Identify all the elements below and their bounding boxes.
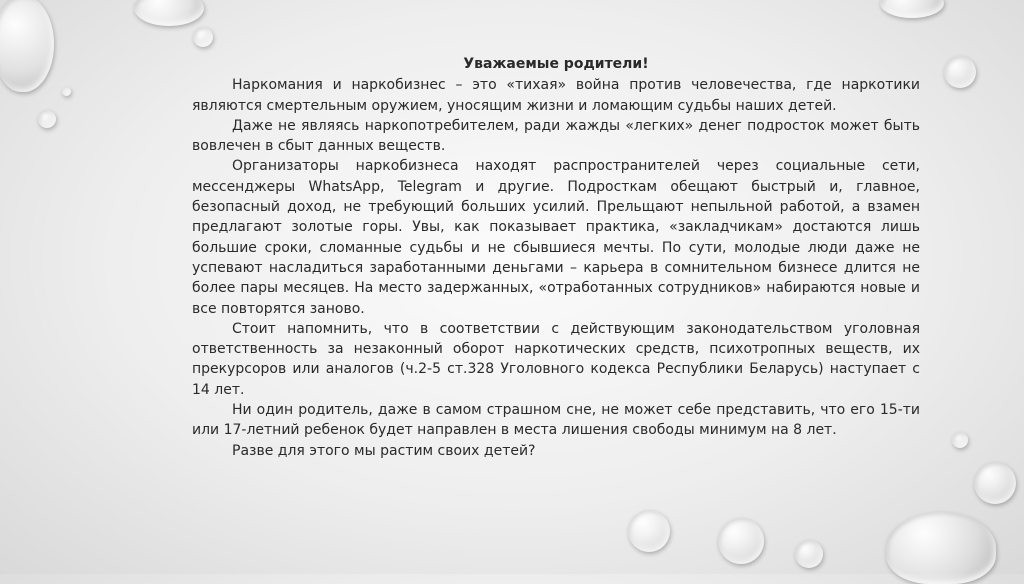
water-drop-decoration [952, 432, 968, 448]
water-drop-decoration [880, 0, 944, 18]
paragraph: Разве для этого мы растим своих детей? [232, 442, 536, 459]
water-drop-decoration [944, 56, 976, 88]
water-drop-decoration [718, 518, 764, 564]
water-drop-decoration [134, 0, 204, 26]
water-drop-decoration [628, 510, 670, 552]
paragraph: Наркомания и наркобизнес – это «тихая» война против человечества, где наркотики являются смертельным оружием, уносящим жизни и ломающим судьбы наших детей. [192, 77, 920, 114]
slide-title: Уважаемые родители! [463, 56, 649, 72]
slide-content [192, 54, 920, 461]
water-drop-decoration [38, 110, 56, 128]
water-drop-decoration [193, 27, 213, 47]
water-drop-decoration [0, 0, 54, 92]
water-drop-decoration [886, 512, 996, 584]
water-drop-decoration [62, 87, 71, 96]
paragraph: Даже не являясь наркопотребителем, ради жажды «легких» денег подросток может быть вовлечен в сбыт данных веществ. [192, 117, 920, 155]
paragraph: Стоит напомнить, что в соответствии с действующим законодательством уголовная ответственность за незаконный оборот наркотических средств, психотропных веществ, их прекурсоров или аналогов (ч.2-5 ст.328 Уголовного кодекса Республики Беларусь) наступает с 14 лет. [192, 320, 920, 398]
paragraph: Ни один родитель, даже в самом страшном сне, не может себе представить, что его 15-ти или 17-летний ребенок будет направлен в места лишения свободы минимум на 8 лет. [192, 402, 920, 439]
paragraph: Организаторы наркобизнеса находят распространителей через социальные сети, мессенджеры WhatsApp, Telegram и другие. Подросткам обещают быстрый и, главное, безопасный доход, не требующий больших усилий. Прельщают непыльной работой, а взамен предлагают золотые горы. Увы, как показывает практика, «закладчикам» достаются лишь большие сроки, сломанные судьбы и не сбывшиеся мечты. По сути, молодые люди даже не успевают насладиться заработанными деньгами – карьера в сомнительном бизнесе длится не более пары месяцев. На место задержанных, «отработанных сотрудников» набираются новые и все повторятся заново. [192, 158, 920, 317]
water-drop-decoration [974, 462, 1016, 504]
water-drop-decoration [795, 540, 823, 568]
